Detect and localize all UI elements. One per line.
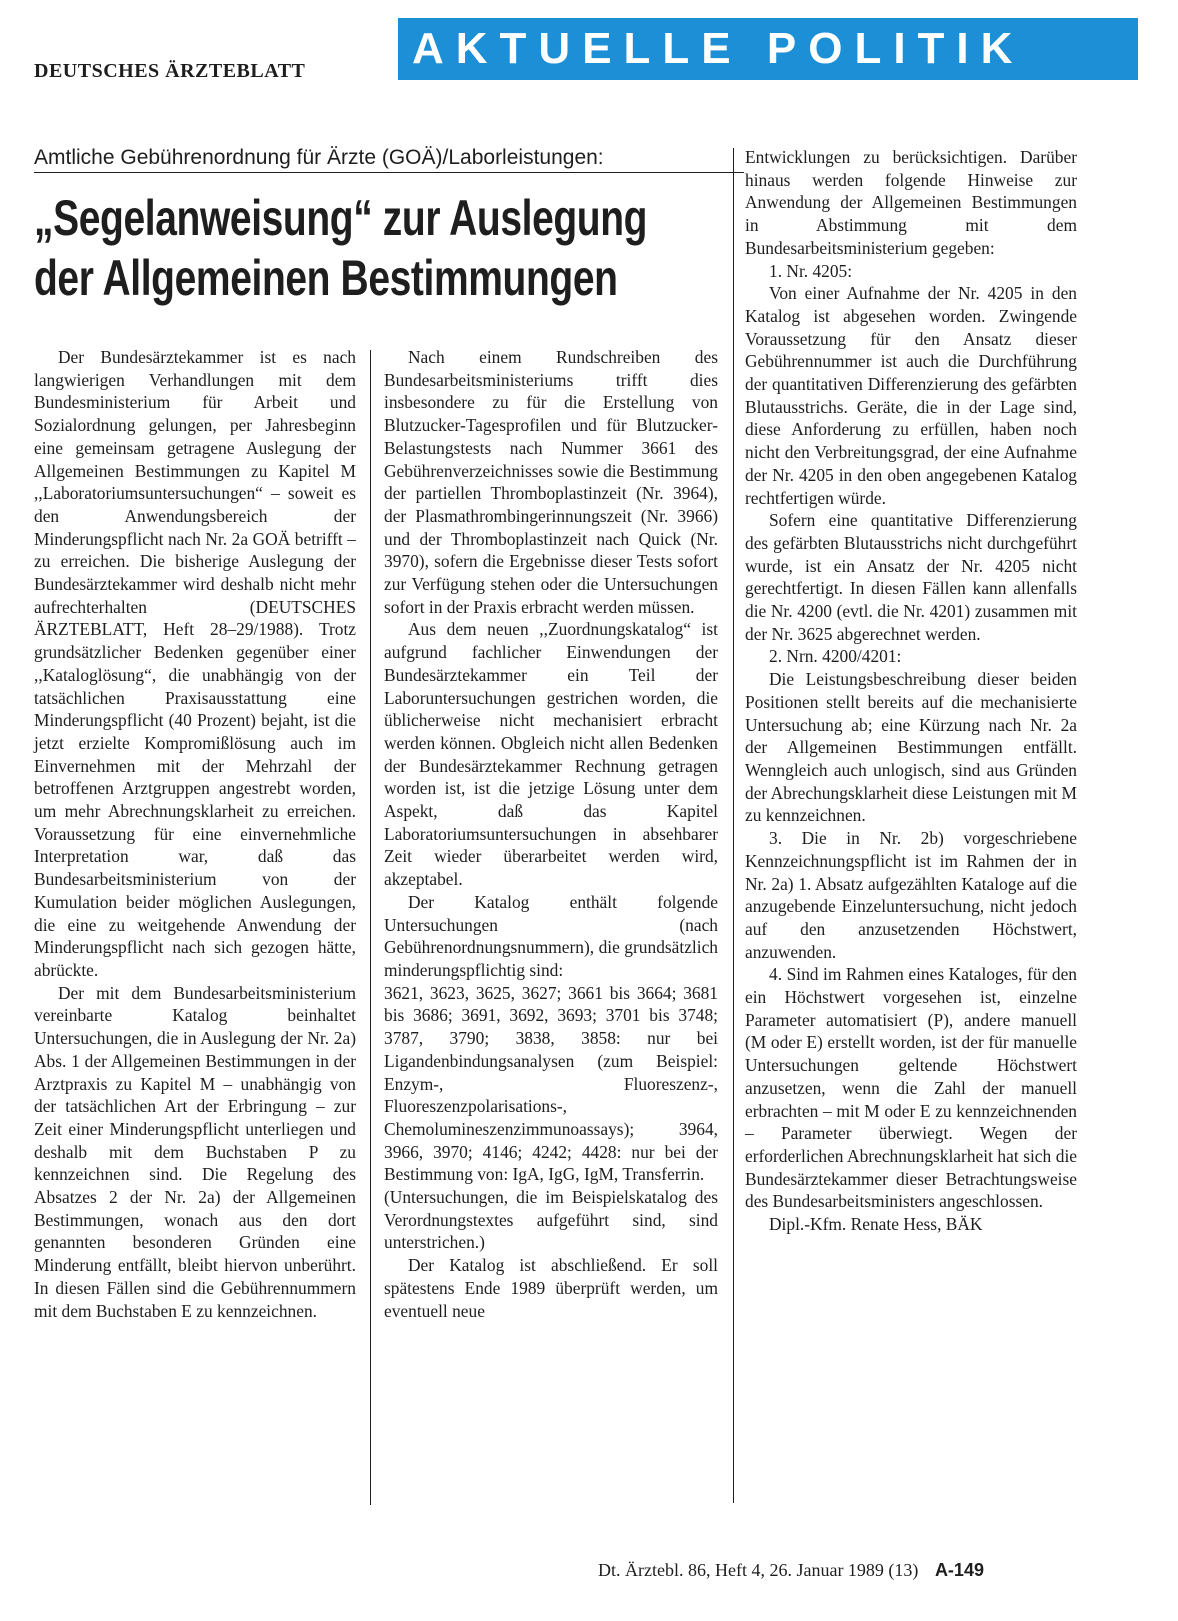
column-2 xyxy=(384,346,718,1322)
headline-line-2: der Allgemeinen Bestimmungen xyxy=(34,250,618,306)
page-number: A-149 xyxy=(934,1560,984,1580)
footer xyxy=(598,1560,984,1581)
paragraph: Der Bundesärztekammer ist es nach langwierigen Verhandlungen mit dem Bundesministerium für Arbeit und Sozialordnung gelungen, per Jahresbeginn eine gemeinsam getragene Auslegung der Allgemeinen Bestimmungen zu Kapitel M ,,Laboratoriumsuntersuchungen“ – soweit es den Anwendungsbereich der Minderungspflicht nach Nr. 2a GOÄ betrifft – zu erreichen. Die bisherige Auslegung der Bundesärztekammer wird deshalb nicht mehr aufrechterhalten (DEUTSCHES ÄRZTEBLATT, Heft 28–29/1988). Trotz grundsätzlicher Bedenken gegenüber einer ,,Kataloglösung“, die unabhängig von der tatsächlichen Praxisausstattung eine Minderungspflicht (40 Prozent) bejaht, ist die jetzt erzielte Kompromißlösung auch im Einvernehmen mit der Mehrzahl der betroffenen Arztgruppen angestrebt worden, um mehr Abrechnungsklarheit zu erreichen. Voraussetzung für eine einvernehmliche Interpretation war, daß das Bundesarbeitsministerium von der Kumulation beider möglichen Auslegungen, die eine zu weitgehende Anwendung der Minderungspflicht nach sich gezogen hätte, abrückte. xyxy=(34,347,356,980)
column-rule-1 xyxy=(370,350,371,1505)
paragraph: Sofern eine quantitative Differenzierung des gefärbten Blutausstrichs nicht durchgeführt wurde, ist ein Ansatz der Nr. 4205 nicht gerechtfertigt. In diesen Fällen kann allenfalls die Nr. 4200 (evtl. die Nr. 4201) zusammen mit der Nr. 3625 abgerechnet werden. xyxy=(745,510,1077,644)
kicker-line: Amtliche Gebührenordnung für Ärzte (GOÄ)/Laborleistungen: xyxy=(34,146,744,173)
section-heading: 1. Nr. 4205: xyxy=(769,260,853,281)
paragraph: Von einer Aufnahme der Nr. 4205 in den Katalog ist abgesehen worden. Zwingende Voraussetzung für den Ansatz dieser Gebührennummer ist auch die Durchführung der quantitativen Differenzierung des gefärbten Blutausstrichs. Geräte, die in der Lage sind, diese Anforderung zu erfüllen, haben noch nicht den Verbreitungsgrad, der eine Aufnahme der Nr. 4205 in den oben angegebenen Katalog rechtfertigen würde. xyxy=(745,283,1077,508)
headline-line-1: „Segelanweisung“ zur Auslegung xyxy=(34,190,648,246)
paragraph: Entwicklungen zu berücksichtigen. Darüber hinaus werden folgende Hinweise zur Anwendung der Allgemeinen Bestimmungen in Abstimmung mit dem Bundesarbeitsministerium gegeben: xyxy=(745,147,1077,258)
column-3 xyxy=(745,146,1077,1236)
paragraph: Der Katalog enthält folgende Untersuchungen (nach Gebührenordnungsnummern), die grundsätzlich minderungspflichtig sind: xyxy=(384,891,718,980)
headline xyxy=(34,188,648,308)
catalog-list: 3621, 3623, 3625, 3627; 3661 bis 3664; 3681 bis 3686; 3691, 3692, 3693; 3701 bis 3748; 3787, 3790; 3838, 3858: nur bei Ligandenbindungsanalysen (zum Beispiel: Enzym-, Fluoreszenz-, Fluoreszenzpolarisations-, Chemolumineszenzimmunoassays); 3964, 3966, 3970; 4146; 4242; 4428: nur bei der Bestimmung von: IgA, IgG, IgM, Transferrin. xyxy=(384,982,718,1185)
paragraph: Nach einem Rundschreiben des Bundesarbeitsministeriums trifft dies insbesondere zu für die Erstellung von Blutzucker-Tagesprofilen und für Blutzucker-Belastungstests nach Nummer 3661 des Gebührenverzeichnisses sowie die Bestimmung der partiellen Thromboplastinzeit (Nr. 3964), der Plasmathrombingerinnungszeit (Nr. 3966) und der Thromboplastinzeit nach Quick (Nr. 3970), sofern die Ergebnisse dieser Tests sofort zur Verfügung stehen oder die Untersuchungen sofort in der Praxis erbracht werden müssen. xyxy=(384,347,718,617)
masthead: DEUTSCHES ÄRZTEBLATT xyxy=(34,60,306,82)
column-rule-2 xyxy=(733,148,734,1503)
author-signature: Dipl.-Kfm. Renate Hess, BÄK xyxy=(769,1214,983,1235)
paragraph: (Untersuchungen, die im Beispielskatalog des Verordnungstextes aufgeführt sind, sind unterstrichen.) xyxy=(384,1187,718,1253)
paragraph: 4. Sind im Rahmen eines Kataloges, für den ein Höchstwert vorgesehen ist, einzelne Parameter automatisiert (P), andere manuell (M oder E) erstellt worden, ist der für manuelle Untersuchungen geltende Höchstwert anzusetzen, wenn die Zahl der manuell erbrachten – mit M oder E zu kennzeichnenden – Parameter überwiegt. Wegen der erforderlichen Abrechnungsklarheit hat sich die Bundesärztekammer dieser Betrachtungsweise des Bundesarbeitsministers angeschlossen. xyxy=(745,964,1077,1212)
paragraph: Aus dem neuen ,,Zuordnungskatalog“ ist aufgrund fachlicher Einwendungen der Bundesärztekammer ein Teil der Laboruntersuchungen gestrichen worden, die üblicherweise nicht mechanisiert erbracht werden können. Obgleich nicht allen Bedenken der Bundesärztekammer Rechnung getragen worden ist, ist die jetzige Lösung unter dem Aspekt, daß das Kapitel Laboratoriumsuntersuchungen in absehbarer Zeit wieder überarbeitet werden wird, akzeptabel. xyxy=(384,619,718,890)
column-1 xyxy=(34,346,356,1322)
paragraph: Der mit dem Bundesarbeitsministerium vereinbarte Katalog beinhaltet Untersuchungen, die in Auslegung der Nr. 2a) Abs. 1 der Allgemeinen Bestimmungen in der Arztpraxis zu Kapitel M – unabhängig von der tatsächlichen Art der Erbringung – zur Zeit einer Minderungspflicht unterliegen und deshalb mit dem Buchstaben P zu kennzeichnen sind. Die Regelung des Absatzes 2 der Nr. 2a) der Allgemeinen Bestimmungen, wonach aus den dort genannten besonderen Gründen eine Minderung entfällt, bleibt hiervon unberührt. In diesen Fällen sind die Gebührennummern mit dem Buchstaben E zu kennzeichnen. xyxy=(34,982,356,1321)
section-banner: AKTUELLE POLITIK xyxy=(398,18,1138,80)
paragraph: Der Katalog ist abschließend. Er soll spätestens Ende 1989 überprüft werden, um eventuell neue xyxy=(384,1255,718,1321)
section-heading: 2. Nrn. 4200/4201: xyxy=(769,646,902,667)
paragraph: Die Leistungsbeschreibung dieser beiden Positionen stellt bereits auf die mechanisierte Untersuchung ab; eine Kürzung nach Nr. 2a der Allgemeinen Bestimmungen entfällt. Wenngleich auch unlogisch, sind aus Gründen der Abrechungsklarheit diese Leistungen mit M zu kennzeichnen. xyxy=(745,669,1077,826)
citation: Dt. Ärztebl. 86, Heft 4, 26. Januar 1989 (13) xyxy=(598,1560,919,1580)
paragraph: 3. Die in Nr. 2b) vorgeschriebene Kennzeichnungspflicht ist im Rahmen der in Nr. 2a) 1. Absatz aufgezählten Kataloge auf die anzugebende Einzeluntersuchung, nicht jedoch auf den anzusetzenden Höchstwert, anzuwenden. xyxy=(745,828,1077,962)
